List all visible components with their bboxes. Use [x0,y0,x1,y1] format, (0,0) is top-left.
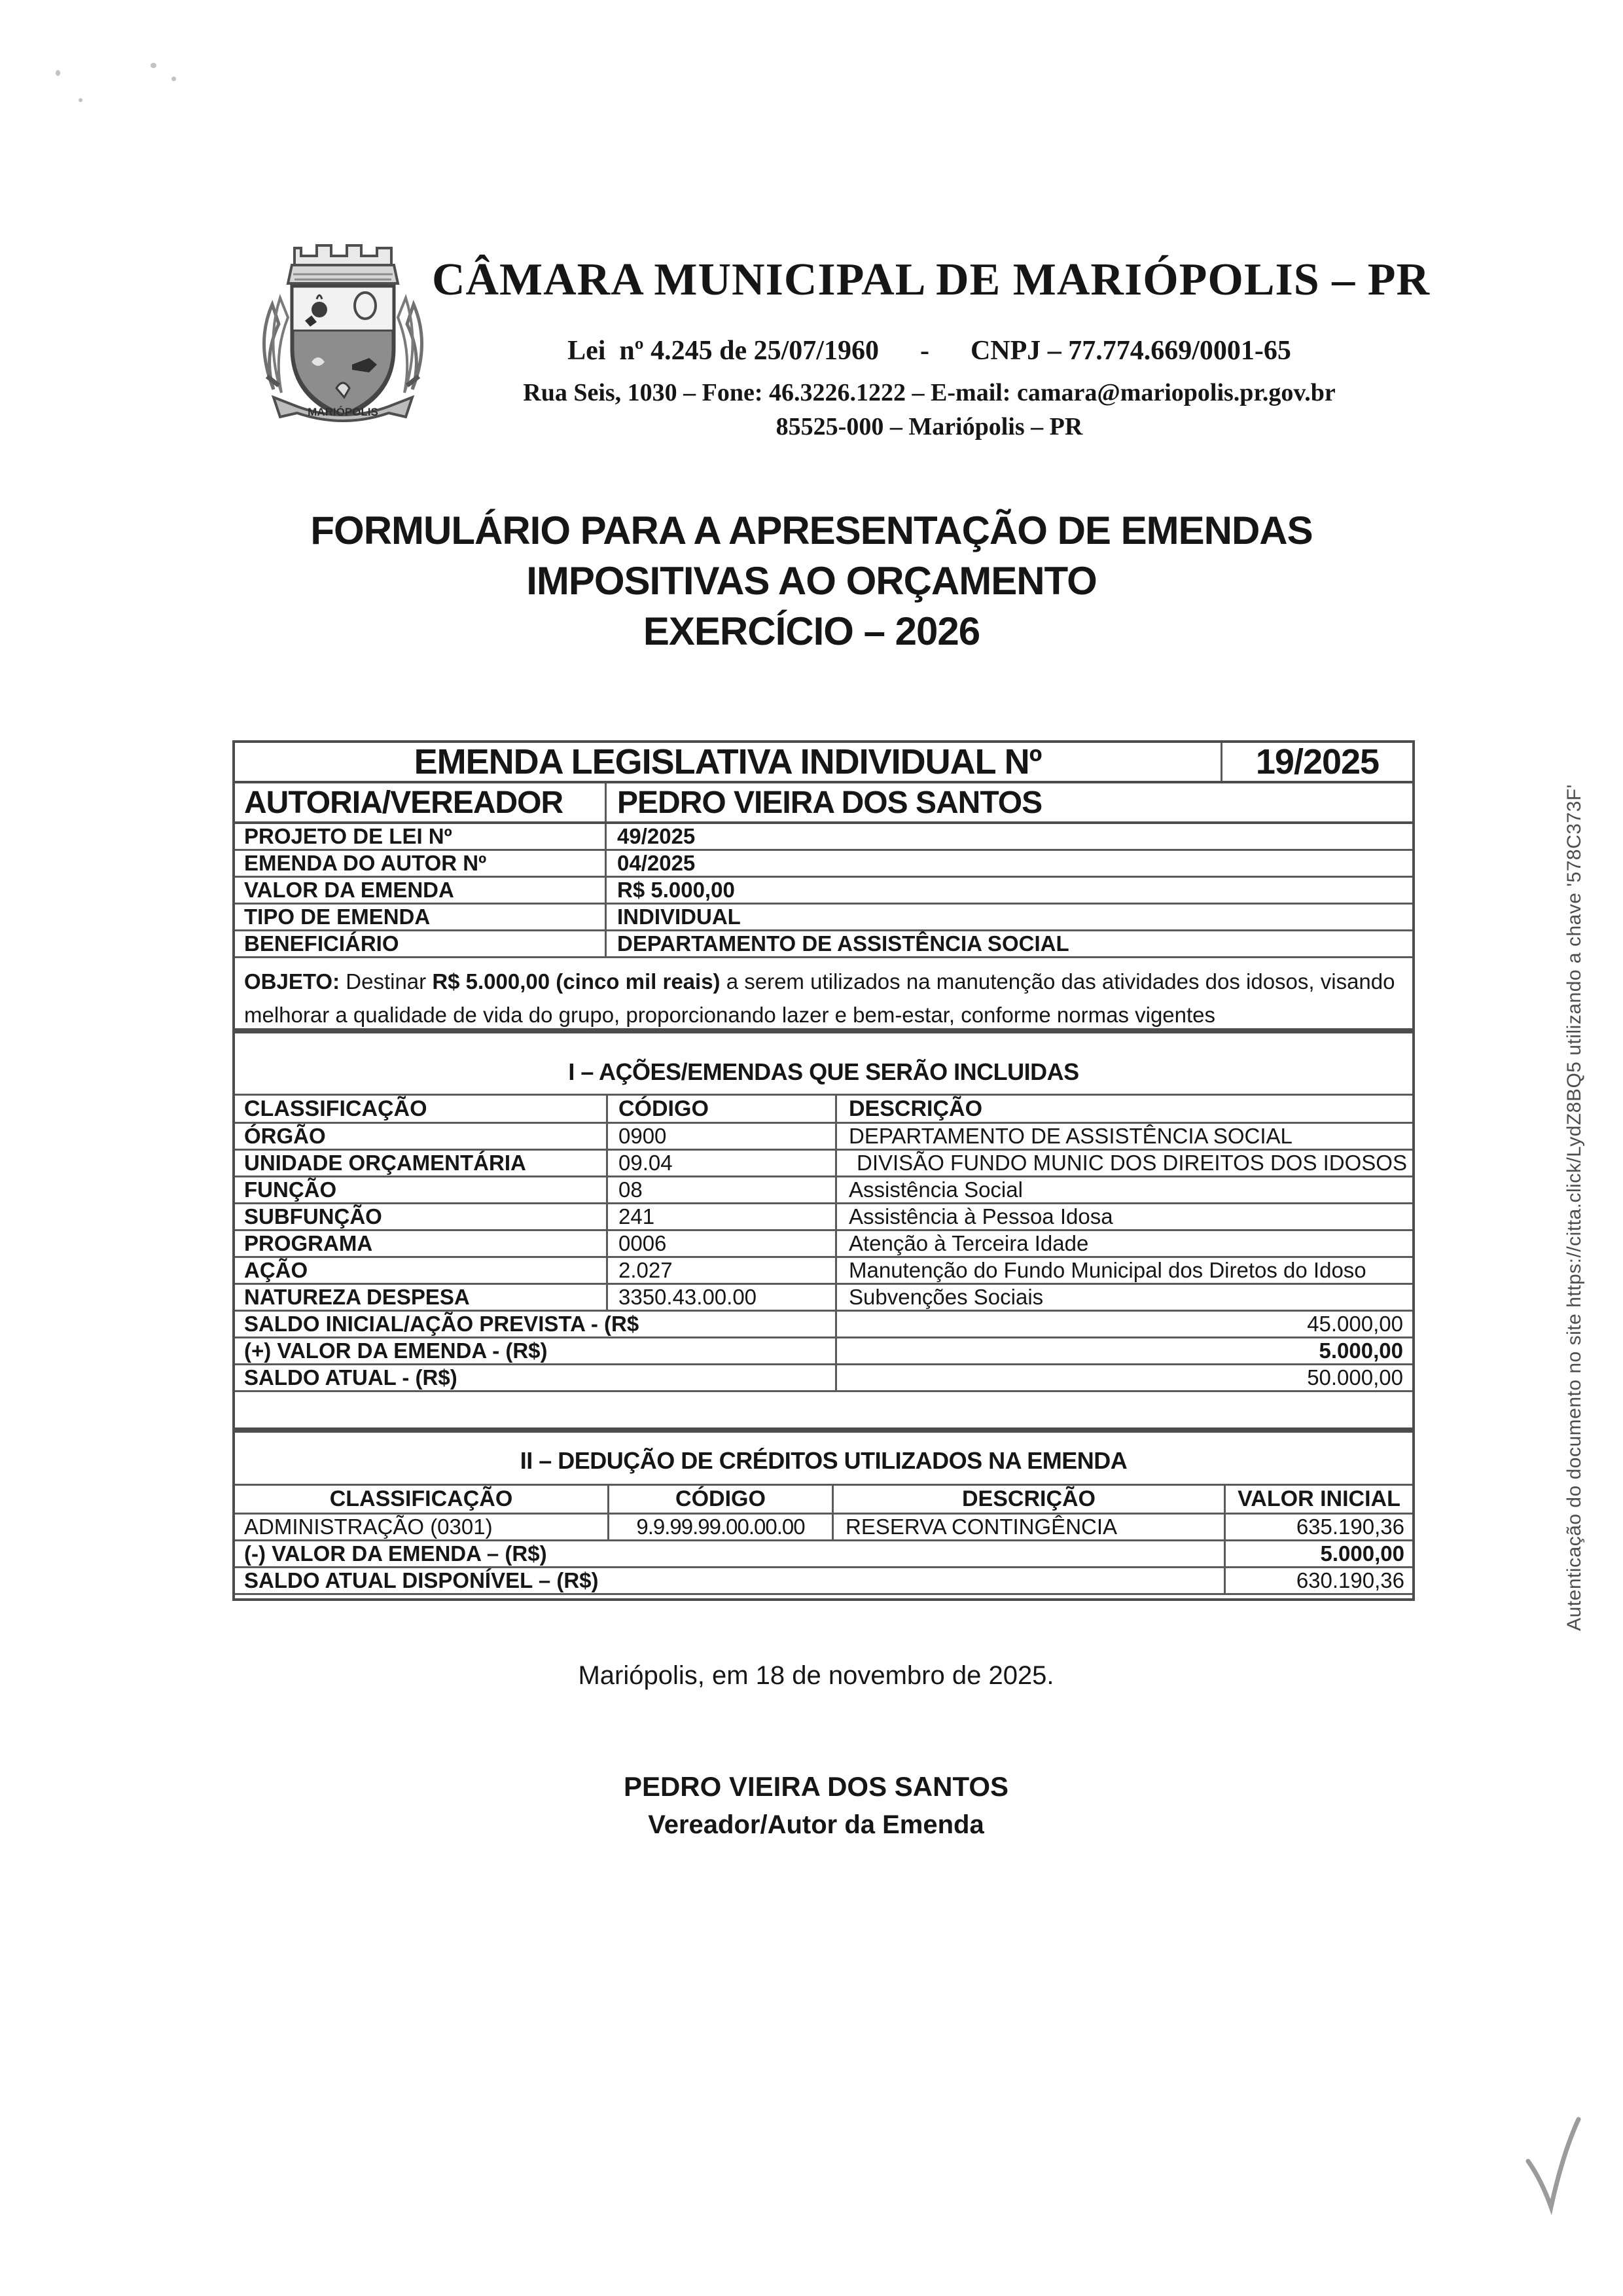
section1-row [235,1124,1412,1151]
cell-classification: ADMINISTRAÇÃO (0301) [244,1515,493,1539]
section1-row [235,1258,1412,1285]
section1-header-row [235,1096,1412,1124]
cell-description: DEPARTAMENTO DE ASSISTÊNCIA SOCIAL [835,1124,1412,1149]
section2-header-row [235,1486,1412,1515]
cell-classification: PROGRAMA [244,1231,373,1255]
col-classificacao: CLASSIFICAÇÃO [244,1096,427,1121]
section2-table [235,1484,1412,1595]
closing-dateline: Mariópolis, em 18 de novembro de 2025. [578,1661,1054,1690]
signature-role: Vereador/Autor da Emenda [648,1810,984,1839]
col-codigo: CÓDIGO [606,1096,835,1122]
cell-classification: AÇÃO [244,1258,308,1282]
section1-box [232,1031,1415,1430]
handwritten-checkmark [1512,2114,1597,2225]
section1-total-row [235,1365,1412,1392]
form-title-line1: FORMULÁRIO PARA A APRESENTAÇÃO DE EMENDAS [310,509,1313,552]
section1-row [235,1231,1412,1258]
id-row-tipo [235,905,1412,931]
authentication-sidebar-text: Autenticação do documento no site https://citta.click/LydZ8BQ5 utilizando a chave '578C373F' [1563,784,1585,1631]
total-label: SALDO ATUAL - (R$) [244,1365,457,1390]
cell-code: 09.04 [606,1151,835,1175]
id-value: 04/2025 [605,851,1412,876]
section1-heading: I – AÇÕES/EMENDAS QUE SERÃO INCLUIDAS [568,1058,1079,1085]
cell-description: Assistência à Pessoa Idosa [835,1204,1412,1229]
signature-name: PEDRO VIEIRA DOS SANTOS [623,1771,1009,1802]
cell-classification: SUBFUNÇÃO [244,1204,382,1229]
objeto-text-after: a serem utilizados na manutenção das atividades dos idosos, visando melhorar a qualidade de vida do grupo, proporcionando lazer e bem-estar, conforme normas vigentes [244,969,1395,1027]
total-label: SALDO INICIAL/AÇÃO PREVISTA - (R$ [244,1312,639,1336]
section1-row [235,1151,1412,1177]
section1-table [235,1094,1412,1392]
cell-code: 241 [606,1204,835,1229]
col-codigo: CÓDIGO [607,1486,832,1513]
form-title-line2: IMPOSITIVAS AO ORÇAMENTO [526,559,1097,603]
id-label: EMENDA DO AUTOR Nº [244,851,487,875]
id-row-beneficiario [235,931,1412,958]
cell-classification: ÓRGÃO [244,1124,326,1148]
cell-description: Atenção à Terceira Idade [835,1231,1412,1256]
id-row-emenda-autor [235,851,1412,878]
id-value: DEPARTAMENTO DE ASSISTÊNCIA SOCIAL [605,931,1412,956]
author-label: AUTORIA/VEREADOR [244,785,563,820]
col-descricao: DESCRIÇÃO [832,1486,1224,1513]
scan-speck [171,77,176,81]
cell-classification: UNIDADE ORÇAMENTÁRIA [244,1151,526,1175]
id-label: VALOR DA EMENDA [244,878,454,902]
cell-value: 635.190,36 [1224,1515,1412,1539]
cell-code: 0006 [606,1231,835,1256]
section1-total-row [235,1338,1412,1365]
scan-speck [79,98,82,102]
cell-description: RESERVA CONTINGÊNCIA [832,1515,1224,1539]
section2-row [235,1515,1412,1541]
cell-description: Manutenção do Fundo Municipal dos Diretos do Idoso [835,1258,1412,1283]
total-label: SALDO ATUAL DISPONÍVEL – (R$) [244,1568,599,1592]
id-value: R$ 5.000,00 [605,878,1412,903]
total-value: 5.000,00 [835,1338,1412,1363]
identification-box [232,740,1415,1031]
total-value: 45.000,00 [835,1312,1412,1336]
author-row [235,783,1412,824]
cell-description: Subvenções Sociais [835,1285,1412,1310]
total-value: 50.000,00 [835,1365,1412,1390]
cell-code: 0900 [606,1124,835,1149]
section2-total-row [235,1568,1412,1595]
letterhead-city-line: 85525-000 – Mariópolis – PR [776,413,1083,440]
id-row-valor [235,878,1412,905]
total-label: (-) VALOR DA EMENDA – (R$) [244,1541,547,1566]
cell-code: 2.027 [606,1258,835,1283]
letterhead-address-line: Rua Seis, 1030 – Fone: 46.3226.1222 – E-mail: camara@mariopolis.pr.gov.br [523,379,1336,406]
id-row-projeto [235,824,1412,851]
cell-classification: NATUREZA DESPESA [244,1285,470,1309]
id-label: PROJETO DE LEI Nº [244,824,452,848]
id-label: BENEFICIÁRIO [244,931,399,956]
scan-speck [151,63,156,68]
cell-description: Assistência Social [835,1177,1412,1202]
form-title [6,505,1617,656]
objeto-label: OBJETO: [244,969,340,994]
letterhead-law-line: Lei nº 4.245 de 25/07/1960 - CNPJ – 77.774.669/0001-65 [567,336,1291,366]
section2-box [232,1430,1415,1601]
form-title-line3: EXERCÍCIO – 2026 [643,609,980,653]
section1-row [235,1285,1412,1312]
cell-code: 08 [606,1177,835,1202]
col-valor-inicial: VALOR INICIAL [1224,1486,1412,1513]
scan-speck [56,70,60,76]
total-label: (+) VALOR DA EMENDA - (R$) [244,1338,548,1363]
emenda-number-row [235,743,1412,783]
author-value: PEDRO VIEIRA DOS SANTOS [605,783,1412,821]
objeto-text-before: Destinar [340,969,433,994]
cell-code: 9.9.99.99.00.00.00 [607,1515,832,1539]
emenda-number-label: EMENDA LEGISLATIVA INDIVIDUAL Nº [414,742,1042,781]
ribbon-caption: MARIÓPOLIS [308,406,378,418]
cell-code: 3350.43.00.00 [606,1285,835,1310]
section2-total-row [235,1541,1412,1568]
section1-row [235,1204,1412,1231]
col-classificacao: CLASSIFICAÇÃO [329,1486,513,1511]
objeto-bold-value: R$ 5.000,00 (cinco mil reais) [432,969,721,994]
total-value: 5.000,00 [1224,1541,1412,1566]
objeto-paragraph [235,958,1412,1028]
section1-row [235,1177,1412,1204]
emenda-number-value: 19/2025 [1221,743,1412,781]
col-descricao: DESCRIÇÃO [835,1096,1412,1122]
id-value: 49/2025 [605,824,1412,849]
total-value: 630.190,36 [1224,1568,1412,1593]
section1-total-row [235,1312,1412,1338]
letterhead-title: CÂMARA MUNICIPAL DE MARIÓPOLIS – PR [431,255,1431,305]
cell-classification: FUNÇÃO [244,1177,337,1202]
id-label: TIPO DE EMENDA [244,905,431,929]
cell-description: DIVISÃO FUNDO MUNIC DOS DIREITOS DOS IDOSOS [835,1151,1412,1175]
id-value: INDIVIDUAL [605,905,1412,929]
section2-heading: II – DEDUÇÃO DE CRÉDITOS UTILIZADOS NA EMENDA [520,1447,1128,1474]
